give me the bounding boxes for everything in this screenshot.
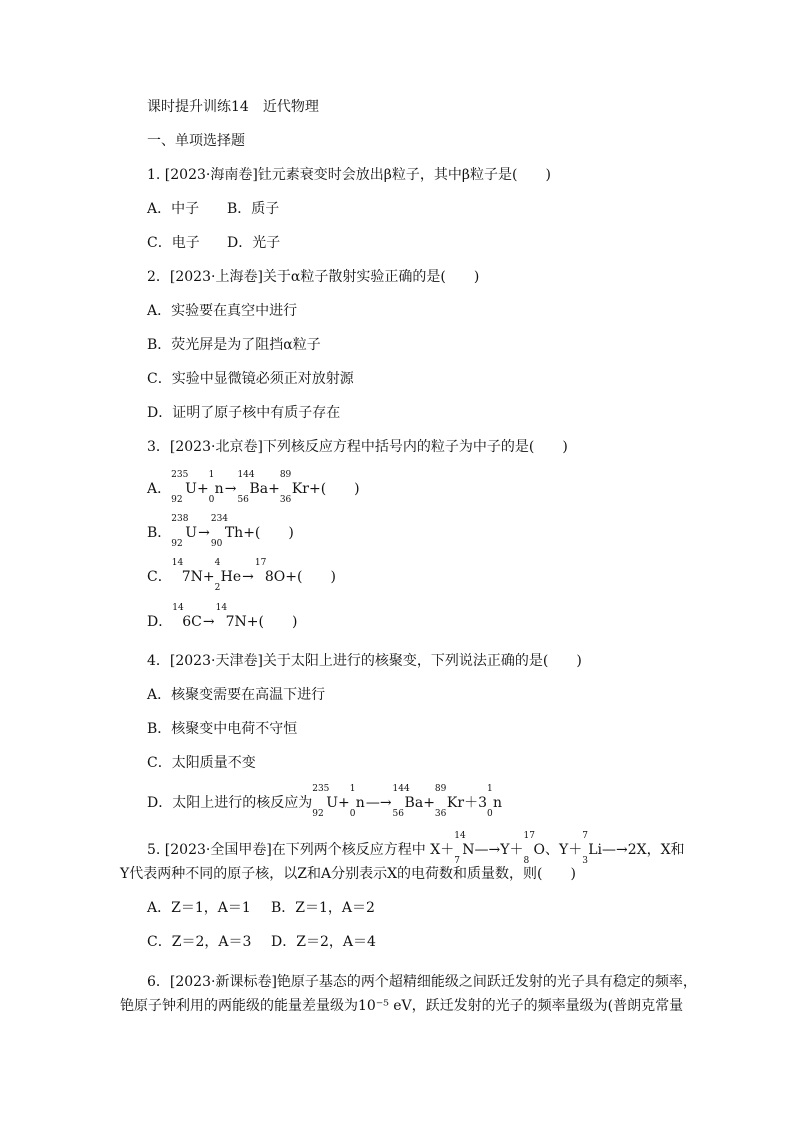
answer-blank: +( ) <box>246 614 298 630</box>
nuclide-n14 <box>215 603 247 632</box>
nuclide-o17 <box>523 831 545 866</box>
nuclide-n14 <box>171 558 203 587</box>
q6-stem-line1: 6．[2023·新课标卷]铯原子基态的两个超精细能级之间跃迁发射的光子具有稳定的频率， <box>147 974 697 990</box>
q1-stem: 1. [2023·海南卷]钍元素衰变时会放出β粒子，其中β粒子是( ) <box>147 167 551 183</box>
atomic-number: 0 <box>208 495 215 505</box>
answer-blank: +( ) <box>285 569 336 585</box>
symbol: O <box>533 842 545 858</box>
atomic-number: 3 <box>582 856 588 866</box>
nuclide-kr89 <box>279 470 309 505</box>
symbol: Kr <box>446 795 465 811</box>
mass-number: 14 <box>172 603 184 613</box>
q6-stem-line2: 铯原子钟利用的两能级的能量差量级为10⁻⁵ eV，跃迁发射的光子的频率量级为(普朗克常量 <box>120 998 684 1014</box>
atomic-number: 2 <box>214 583 221 593</box>
symbol: Kr <box>291 481 309 497</box>
mass-number: 1 <box>349 784 356 794</box>
plus: + <box>268 481 280 497</box>
nuclide-u235 <box>171 470 197 505</box>
atomic-number: 92 <box>312 809 324 819</box>
mass-number: 235 <box>312 784 330 794</box>
symbol: U <box>185 525 198 541</box>
mass-number: 7 <box>582 831 588 841</box>
answer-blank: +( ) <box>243 525 294 541</box>
q3-option-a-label: A． <box>147 481 172 497</box>
symbol: n <box>493 795 503 811</box>
arrow: → <box>224 481 237 497</box>
atomic-number: 0 <box>487 809 493 819</box>
q4-option-d <box>147 784 503 819</box>
q2-option-d: D．证明了原子核中有质子存在 <box>147 405 341 421</box>
q1-option-a: A．中子 <box>147 201 200 217</box>
atomic-number: 7 <box>225 614 235 630</box>
atomic-number: 7 <box>454 856 460 866</box>
nuclide-ba144 <box>392 784 424 819</box>
atomic-number: 92 <box>171 495 183 505</box>
plus: + <box>196 481 209 497</box>
section-heading: 一、单项选择题 <box>147 133 245 149</box>
nuclide-kr89 <box>434 784 465 819</box>
atomic-number: 36 <box>279 495 292 505</box>
q3-option-c <box>147 558 336 593</box>
atomic-number: 8 <box>264 569 274 585</box>
q4-option-c: C．太阳质量不变 <box>147 755 256 771</box>
nuclide-o17 <box>254 558 286 587</box>
plus: + <box>338 795 350 811</box>
q2-option-a: A．实验要在真空中进行 <box>147 303 298 319</box>
symbol: U <box>326 795 339 811</box>
q1-options-row1 <box>147 199 279 219</box>
nuclide-u238 <box>171 514 198 549</box>
mass-number: 14 <box>215 603 228 613</box>
atomic-number: 56 <box>392 809 404 819</box>
mass-number: 1 <box>487 784 493 794</box>
symbol: C <box>191 614 202 630</box>
mass-number: 234 <box>210 514 229 524</box>
q3-option-b <box>147 514 294 549</box>
atomic-number: 56 <box>237 495 249 505</box>
plus: + <box>423 795 435 811</box>
symbol: Th <box>224 525 244 541</box>
coefficient: ＋3 <box>464 795 487 811</box>
mass-number: 238 <box>171 514 189 524</box>
q3-option-d <box>147 603 298 632</box>
q2-stem: 2．[2023·上海卷]关于α粒子散射实验正确的是( ) <box>147 269 480 285</box>
mass-number: 1 <box>208 470 215 480</box>
symbol: U <box>185 481 197 497</box>
symbol: Li <box>588 842 602 858</box>
nuclide-th234 <box>210 514 244 549</box>
mass-number: 4 <box>214 558 221 568</box>
q1-options-row2 <box>147 233 280 253</box>
arrow: → <box>202 614 215 630</box>
q3-option-b-label: B． <box>147 525 172 541</box>
mass-number: 235 <box>171 470 189 480</box>
mass-number: 17 <box>523 831 535 841</box>
q2-option-b: B．荧光屏是为了阻挡α粒子 <box>147 337 321 353</box>
answer-blank: +( ) <box>308 481 360 497</box>
nuclide-neutron <box>208 470 224 505</box>
q4-option-d-label: D．太阳上进行的核反应为 <box>147 795 313 811</box>
q2-option-c: C．实验中显微镜必须正对放射源 <box>147 371 354 387</box>
q5-stem-text: —→2X，X和 <box>601 842 685 858</box>
q5-option-d: D．Z＝2，A＝4 <box>271 934 376 950</box>
mass-number: 14 <box>454 831 466 841</box>
symbol: n <box>355 795 365 811</box>
q4-stem: 4．[2023·天津卷]关于太阳上进行的核聚变，下列说法正确的是( ) <box>147 653 582 669</box>
q1-option-d: D．光子 <box>227 235 281 251</box>
symbol: N <box>190 569 203 585</box>
atomic-number: 90 <box>210 539 223 549</box>
plus: + <box>202 569 215 585</box>
mass-number: 144 <box>392 784 410 794</box>
page-title: 课时提升训练14 近代物理 <box>147 99 319 115</box>
atomic-number: 36 <box>434 809 447 819</box>
atomic-number: 92 <box>171 539 183 549</box>
q5-stem-text: 、Y＋ <box>544 842 583 858</box>
q4-option-b: B．核聚变中电荷不守恒 <box>147 721 298 737</box>
symbol: O <box>273 569 286 585</box>
q3-option-d-label: D． <box>147 614 173 630</box>
q5-option-b: B．Z＝1，A＝2 <box>271 900 375 916</box>
nuclide-li7 <box>582 831 602 866</box>
arrow: —→ <box>365 795 392 811</box>
symbol: N <box>234 614 247 630</box>
nuclide-he4 <box>214 558 242 593</box>
nuclide-ba144 <box>237 470 269 505</box>
atomic-number: 0 <box>349 809 356 819</box>
mass-number: 14 <box>171 558 184 568</box>
q5-option-a: A．Z＝1，A＝1 <box>147 900 251 916</box>
nuclide-neutron <box>349 784 365 819</box>
nuclide-neutron <box>487 784 503 819</box>
mass-number: 144 <box>237 470 255 480</box>
q1-option-b: B．质子 <box>227 201 280 217</box>
q3-option-c-label: C． <box>147 569 172 585</box>
q5-stem-line1 <box>147 831 685 866</box>
atomic-number: 7 <box>181 569 191 585</box>
nuclide-u235 <box>312 784 339 819</box>
q5-stem-text: —→Y＋ <box>474 842 524 858</box>
q5-stem-line2: Y代表两种不同的原子核，以Z和A分别表示X的电荷数和质量数，则( ) <box>120 866 576 882</box>
nuclide-n14 <box>454 831 475 866</box>
arrow: → <box>198 525 210 541</box>
nuclide-c14 <box>172 603 202 632</box>
q5-options-row1 <box>147 898 375 918</box>
q5-stem-text: 5. [2023·全国甲卷]在下列两个核反应方程中 X＋ <box>147 842 455 858</box>
symbol: N <box>462 842 475 858</box>
mass-number: 17 <box>254 558 267 568</box>
atomic-number: 8 <box>523 856 530 866</box>
q5-options-row2 <box>147 932 376 952</box>
symbol: n <box>214 481 224 497</box>
q3-option-a <box>147 470 360 505</box>
q1-option-c: C．电子 <box>147 235 200 251</box>
arrow: → <box>242 569 254 585</box>
symbol: Ba <box>249 481 269 497</box>
q5-option-c: C．Z＝2，A＝3 <box>147 934 252 950</box>
atomic-number: 6 <box>182 614 192 630</box>
q3-stem: 3．[2023·北京卷]下列核反应方程中括号内的粒子为中子的是( ) <box>147 439 568 455</box>
mass-number: 89 <box>279 470 292 480</box>
mass-number: 89 <box>434 784 447 794</box>
symbol: He <box>220 569 242 585</box>
symbol: Ba <box>404 795 424 811</box>
q4-option-a: A．核聚变需要在高温下进行 <box>147 687 326 703</box>
